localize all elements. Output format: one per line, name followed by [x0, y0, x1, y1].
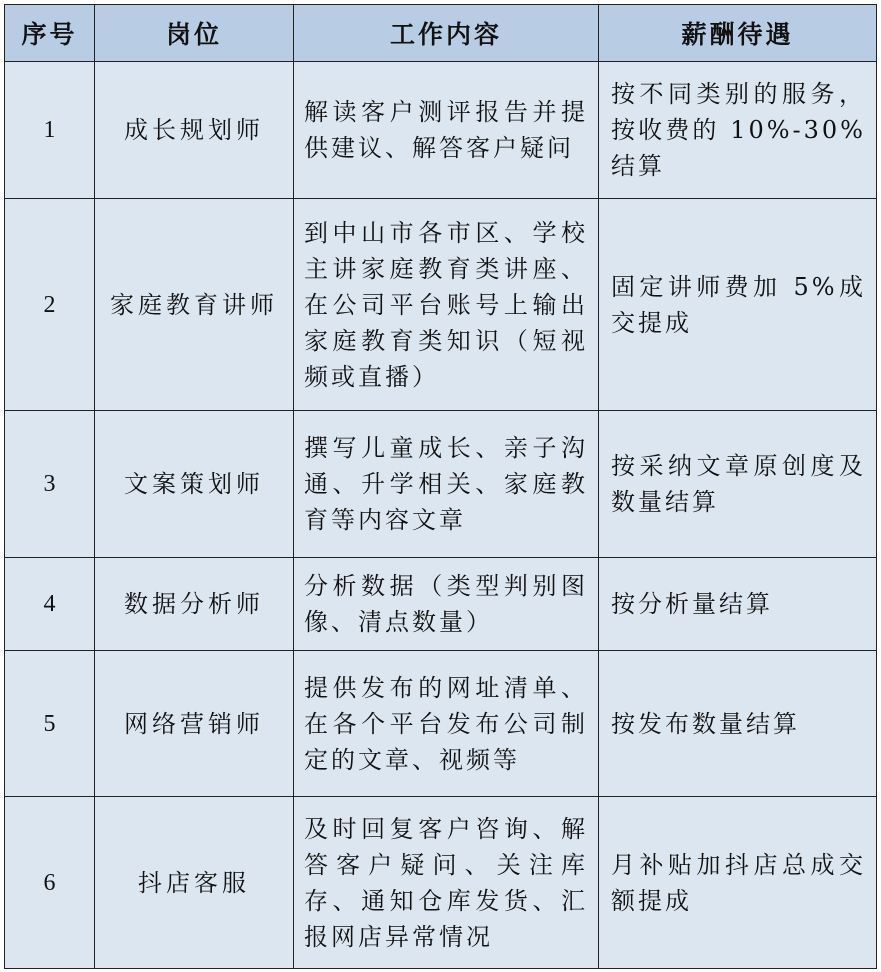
row-number: 2	[5, 199, 95, 411]
table-body	[5, 62, 877, 969]
job-table-wrapper	[4, 4, 877, 969]
table-header	[5, 5, 877, 62]
row-number: 4	[5, 558, 95, 651]
row-number: 5	[5, 651, 95, 797]
row-pay: 月补贴加抖店总成交额提成	[599, 797, 877, 969]
row-pay: 固定讲师费加 5%成交提成	[599, 199, 877, 411]
row-number: 6	[5, 797, 95, 969]
table-row	[5, 62, 877, 199]
row-content: 到中山市各市区、学校主讲家庭教育类讲座、在公司平台账号上输出家庭教育类知识（短视频或直播）	[294, 199, 599, 411]
table-row	[5, 797, 877, 969]
header-post: 岗位	[95, 5, 294, 62]
row-content: 撰写儿童成长、亲子沟通、升学相关、家庭教育等内容文章	[294, 411, 599, 558]
row-content: 提供发布的网址清单、在各个平台发布公司制定的文章、视频等	[294, 651, 599, 797]
row-content: 及时回复客户咨询、解答客户疑问、关注库存、通知仓库发货、汇报网店异常情况	[294, 797, 599, 969]
header-content: 工作内容	[294, 5, 599, 62]
job-table	[4, 4, 877, 969]
header-pay: 薪酬待遇	[599, 5, 877, 62]
table-row	[5, 199, 877, 411]
row-post: 成长规划师	[95, 62, 294, 199]
row-pay: 按采纳文章原创度及数量结算	[599, 411, 877, 558]
table-row	[5, 411, 877, 558]
row-pay: 按不同类别的服务，按收费的 10%-30%结算	[599, 62, 877, 199]
row-number: 1	[5, 62, 95, 199]
row-post: 家庭教育讲师	[95, 199, 294, 411]
table-row	[5, 651, 877, 797]
row-post: 数据分析师	[95, 558, 294, 651]
table-row	[5, 558, 877, 651]
row-post: 文案策划师	[95, 411, 294, 558]
header-row	[5, 5, 877, 62]
row-post: 抖店客服	[95, 797, 294, 969]
row-pay: 按发布数量结算	[599, 651, 877, 797]
row-pay: 按分析量结算	[599, 558, 877, 651]
row-content: 分析数据（类型判别图像、清点数量）	[294, 558, 599, 651]
row-post: 网络营销师	[95, 651, 294, 797]
row-number: 3	[5, 411, 95, 558]
row-content: 解读客户测评报告并提供建议、解答客户疑问	[294, 62, 599, 199]
header-number: 序号	[5, 5, 95, 62]
